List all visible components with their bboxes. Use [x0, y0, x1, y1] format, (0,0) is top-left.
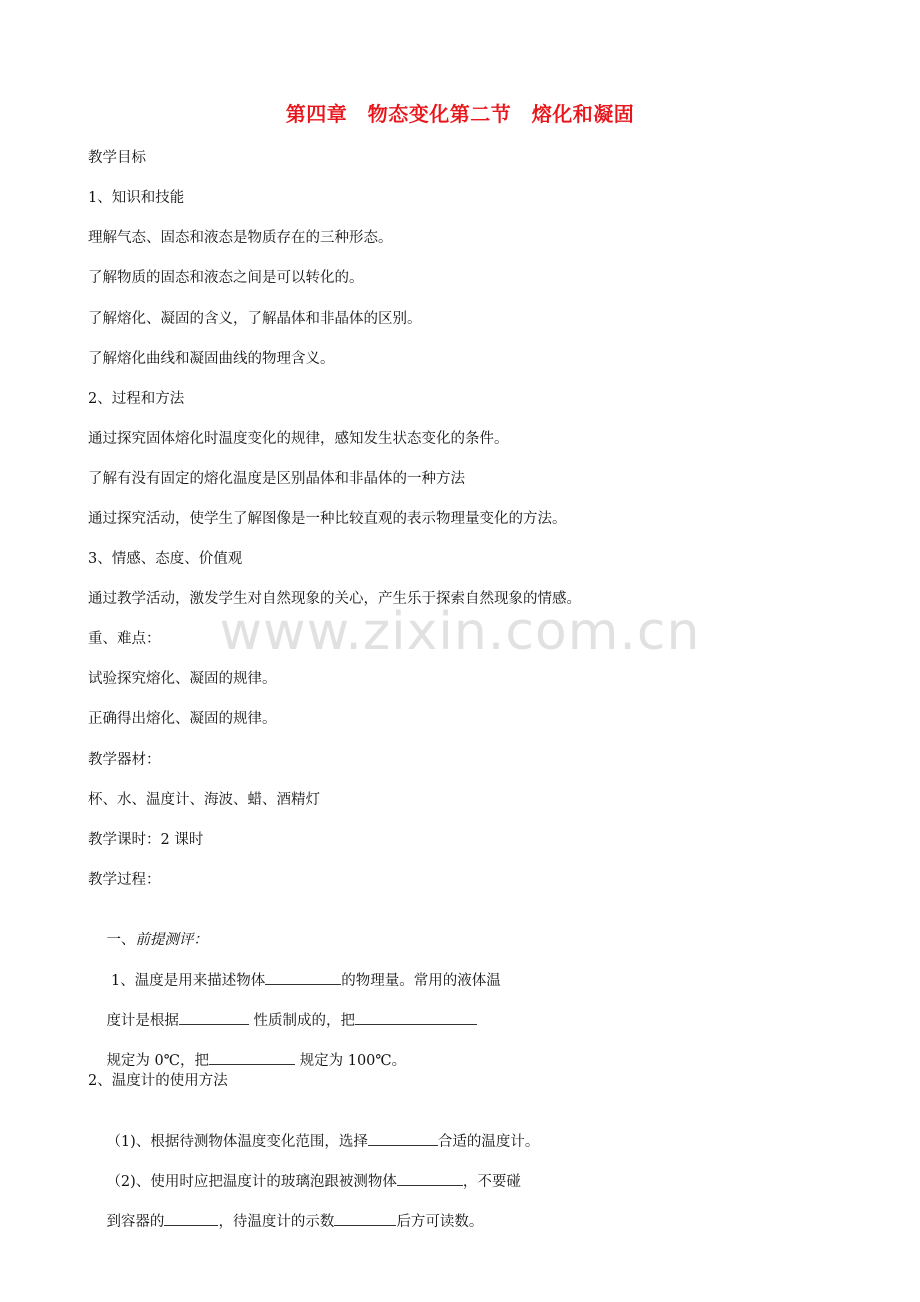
fill-blank[interactable]: [368, 1131, 438, 1146]
question-2-item-2-cont: [88, 1191, 483, 1252]
paragraph-line: 了解熔化、凝固的含义，了解晶体和非晶体的区别。: [88, 311, 422, 327]
section-label: 前提测评：: [135, 932, 208, 948]
question-text: 1、温度是用来描述物体: [106, 973, 266, 989]
document-title: 第四章 物态变化第二节 熔化和凝固: [285, 102, 635, 126]
question-text: 性质制成的，把: [248, 1013, 356, 1029]
fill-blank[interactable]: [397, 1171, 463, 1186]
paragraph-line: 试验探究熔化、凝固的规律。: [88, 671, 277, 687]
fill-blank[interactable]: [334, 1211, 396, 1226]
question-text: 的物理量。常用的液体温: [341, 973, 501, 989]
heading-equipment: 教学器材：: [88, 752, 161, 768]
fill-blank[interactable]: [265, 970, 341, 985]
question-text: ，待温度计的示数: [218, 1214, 335, 1230]
subheading-knowledge: 1、知识和技能: [88, 190, 185, 206]
section-prefix: 一、: [106, 932, 136, 948]
paragraph-line: 了解熔化曲线和凝固曲线的物理含义。: [88, 351, 335, 367]
question-text: 规定为 100℃。: [295, 1053, 407, 1069]
watermark-text: www.zixin.com.cn: [219, 602, 701, 662]
question-text: 后方可读数。: [396, 1214, 484, 1230]
heading-teaching-goals: 教学目标: [88, 150, 146, 166]
question-text: 度计是根据: [106, 1013, 179, 1029]
heading-key-points: 重、难点：: [88, 631, 161, 647]
question-text: （2)、使用时应把温度计的玻璃泡跟被测物体: [106, 1174, 397, 1190]
paragraph-line: 理解气态、固态和液态是物质存在的三种形态。: [88, 230, 393, 246]
paragraph-line: 通过教学活动，激发学生对自然现象的关心，产生乐于探索自然现象的情感。: [88, 591, 581, 607]
paragraph-line: 了解有没有固定的熔化温度是区别晶体和非晶体的一种方法: [88, 471, 465, 487]
subheading-process: 2、过程和方法: [88, 391, 185, 407]
question-text: 到容器的: [106, 1214, 165, 1230]
question-text: ，不要碰: [462, 1174, 521, 1190]
fill-blank[interactable]: [209, 1050, 295, 1065]
subheading-attitude: 3、情感、态度、价值观: [88, 551, 243, 567]
paragraph-line: 了解物质的固态和液态之间是可以转化的。: [88, 270, 364, 286]
fill-blank[interactable]: [164, 1211, 218, 1226]
question-text: （1)、根据待测物体温度变化范围，选择: [106, 1134, 368, 1150]
question-text: 规定为 0℃，把: [106, 1053, 209, 1069]
paragraph-line: 通过探究活动，使学生了解图像是一种比较直观的表示物理量变化的方法。: [88, 511, 567, 527]
question-2-title: 2、温度计的使用方法: [88, 1073, 228, 1089]
paragraph-line: 通过探究固体熔化时温度变化的规律，感知发生状态变化的条件。: [88, 431, 509, 447]
heading-teaching-process: 教学过程：: [88, 872, 161, 888]
paragraph-line: 正确得出熔化、凝固的规律。: [88, 711, 277, 727]
question-text: 合适的温度计。: [437, 1134, 540, 1150]
heading-class-hours: 教学课时：2 课时: [88, 832, 204, 848]
fill-blank[interactable]: [179, 1010, 249, 1025]
paragraph-line: 杯、水、温度计、海波、蜡、酒精灯: [88, 792, 320, 808]
fill-blank[interactable]: [355, 1010, 477, 1025]
